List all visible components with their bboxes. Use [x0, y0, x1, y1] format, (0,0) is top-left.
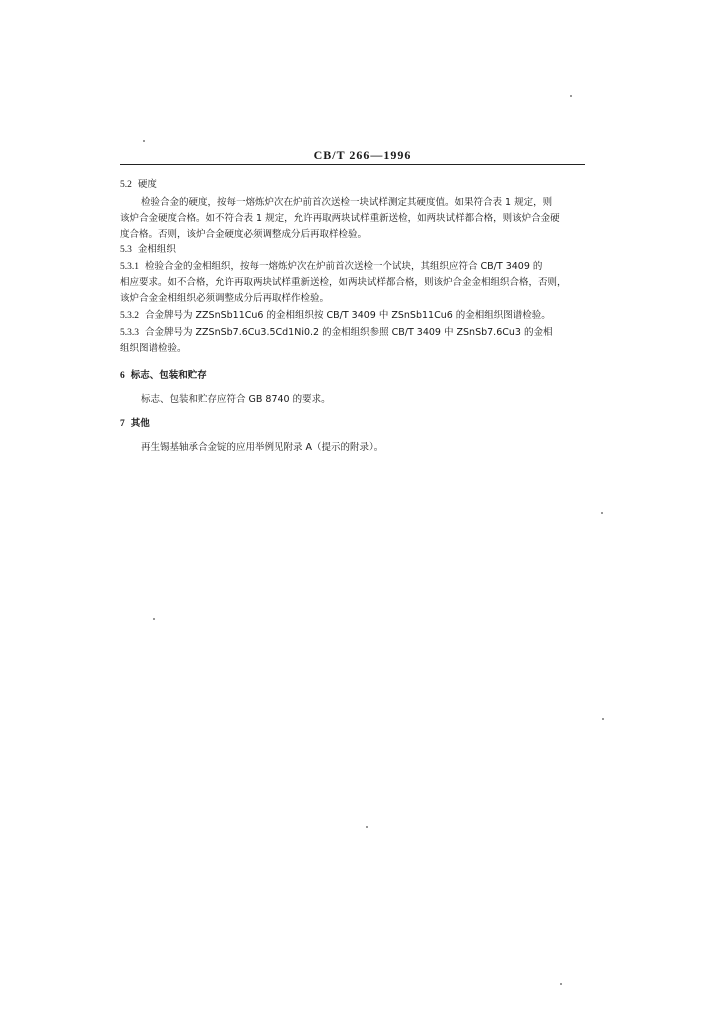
- section-number: 5.3.1: [120, 262, 139, 272]
- section-title: 硬度: [137, 179, 157, 190]
- section-heading-7: [120, 417, 150, 431]
- scan-speck: [601, 512, 603, 514]
- section-heading-5-2: [120, 178, 157, 192]
- scan-speck: [570, 95, 572, 97]
- scan-speck: [366, 826, 368, 828]
- page-header: CB/T 266—1996: [313, 148, 412, 162]
- paragraph-line: 合金牌号为 ZZSnSb11Cu6 的金相组织按 CB/T 3409 中 ZSnSb11Cu6 的金相组织图谱检验。: [145, 310, 551, 321]
- scan-speck: [143, 140, 145, 142]
- section-number: 6: [120, 371, 125, 381]
- subsection-5-3-1: [120, 260, 542, 274]
- subsection-5-3-2: [120, 309, 551, 323]
- paragraph-line: 合金牌号为 ZZSnSb7.6Cu3.5Cd1Ni0.2 的金相组织参照 CB/T 3409 中 ZSnSb7.6Cu3 的金相: [145, 327, 553, 338]
- paragraph-line: 检验合金的金相组织，按每一熔炼炉次在炉前首次送检一个试块，其组织应符合 CB/T 3409 的: [145, 261, 543, 272]
- paragraph-line: 组织图谱检验。: [120, 343, 187, 354]
- paragraph-line: 检验合金的硬度，按每一熔炼炉次在炉前首次送检一块试样测定其硬度值。如果符合表 1 规定，则: [141, 197, 553, 208]
- scan-speck: [602, 718, 604, 720]
- paragraph-line: 相应要求。如不合格，允许再取两块试样重新送检，如两块试样都合格，则该炉合金金相组织合格，否则，: [120, 277, 567, 288]
- section-title: 其他: [130, 418, 150, 429]
- paragraph-line: 再生锡基轴承合金锭的应用举例见附录 A（提示的附录）。: [141, 442, 384, 453]
- subsection-5-3-3: [120, 326, 552, 340]
- section-number: 5.2: [120, 180, 132, 190]
- scan-speck: [560, 983, 562, 985]
- section-number: 5.3: [120, 245, 132, 255]
- section-title: 金相组织: [137, 244, 176, 255]
- section-number: 7: [120, 419, 125, 429]
- section-title: 标志、包装和贮存: [130, 370, 207, 381]
- paragraph-line: 该炉合金硬度合格。如不符合表 1 规定，允许再取两块试样重新送检，如两块试样都合格，则该炉合金硬: [120, 213, 560, 224]
- scan-speck: [153, 618, 155, 620]
- section-number: 5.3.2: [120, 311, 139, 321]
- paragraph-line: 该炉合金金相组织必须调整成分后再取样作检验。: [120, 293, 330, 304]
- section-heading-6: [120, 369, 207, 383]
- paragraph-line: 度合格。否则，该炉合金硬度必须调整成分后再取样检验。: [120, 229, 368, 240]
- section-heading-5-3: [120, 243, 176, 257]
- header-rule: [120, 164, 585, 165]
- section-number: 5.3.3: [120, 328, 139, 338]
- paragraph-line: 标志、包装和贮存应符合 GB 8740 的要求。: [141, 394, 331, 405]
